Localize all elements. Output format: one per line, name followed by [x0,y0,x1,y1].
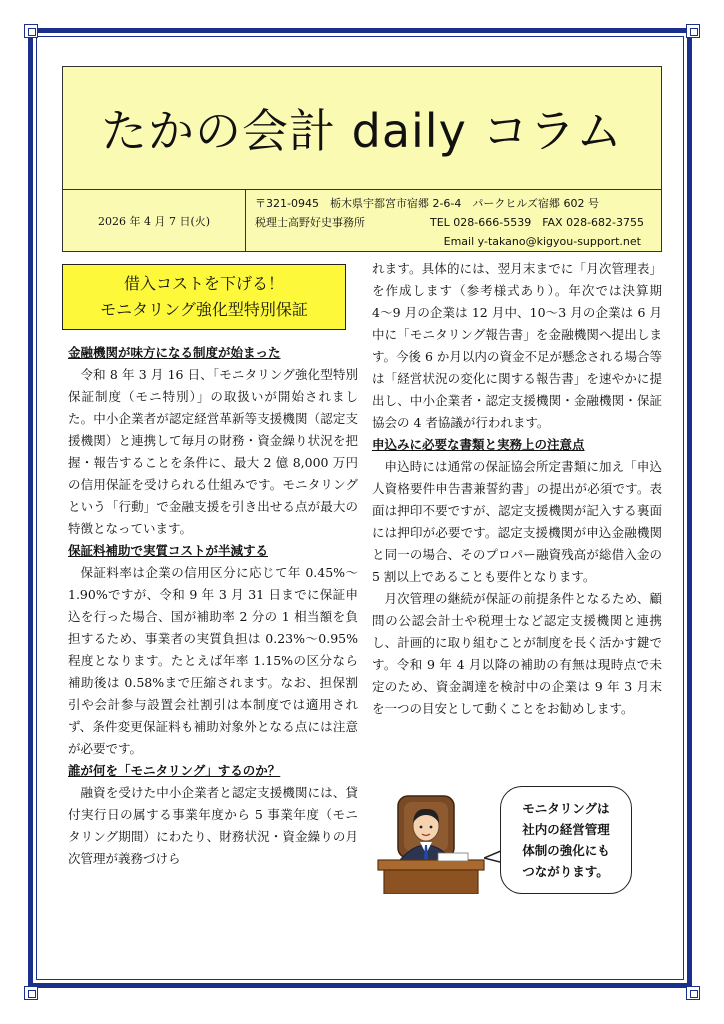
businessman-illustration [376,790,486,894]
header-box [62,66,662,252]
address: 〒321-0945 栃木県宇都宮市宿郷 2-6-4 パークヒルズ宿郷 602 号 [255,197,600,210]
email: Email y-takano@kigyou-support.net [443,235,641,248]
headline-line2: モニタリング強化型特別保証 [100,300,308,319]
bubble-line: モニタリングは [522,801,610,816]
section-heading: 申込みに必要な書類と実務上の注意点 [372,437,585,452]
corner-ornament [24,24,38,38]
section-paragraph: 令和 8 年 3 月 16 日、「モニタリング強化型特別保証制度（モニ特別）」の取扱いが開始されました。中小企業者が認定経営革新等支援機関（認定支援機関）と連携して毎月の財務・資金繰り状況を把握・報告することを条件に、最大 2 億 8,000 万円の信用保証を受けられる仕組みです。モニタリングという「行動」で金融支援を引き出せる点が最大の特徴となっています。 [68,367,358,536]
page-title: たかの会計 daily コラム [63,67,661,190]
corner-ornament [686,24,700,38]
section-paragraph: 月次管理の継続が保証の前提条件となるため、顧問の公認会計士や税理士など認定支援機関と連携し、計画的に取り組むことが制度を長く活かす鍵です。令和 9 年 4 月以降の補助の有無は現時点で未定のため、資金調達を検討中の企業は 9 年 3 月末を一つの目安として動くことをお勧めします。 [372,591,662,716]
section-heading: 誰が何を「モニタリング」するのか？ [68,763,281,778]
section-paragraph: 申込時には通常の保証協会所定書類に加え「申込人資格要件申告書兼誓約書」の提出が必須です。表面は押印不要ですが、認定支援機関が記入する裏面には押印が必要です。認定支援機関が申込金融機関と同一の場合、そのプロパー融資残高が総借入金の 5 割以上であることも要件となります。 [372,459,662,584]
office-row [255,213,655,232]
corner-ornament [24,986,38,1000]
corner-ornament [686,986,700,1000]
issue-date: 2026 年 4 月 7 日(火) [63,189,246,252]
email-row [255,232,655,251]
contact-info [255,194,655,251]
bubble-line: つながります。 [522,864,609,879]
tel-fax: TEL 028-666-5539 FAX 028-682-3755 [430,216,645,229]
headline-box [62,264,346,330]
right-column [372,258,662,720]
bubble-line: 社内の経営管理 [522,822,610,837]
section-paragraph: 融資を受けた中小企業者と認定支援機関には、貸付実行日の属する事業年度から 5 事業年度（モニタリング期間）にわたり、財務状況・資金繰りの月次管理が義務づけら [68,785,358,866]
bubble-line: 体制の強化にも [522,843,610,858]
headline-line1: 借入コストを下げる！ [123,274,284,293]
section-heading: 金融機関が味方になる制度が始まった [68,345,281,360]
office-name: 税理士高野好史事務所 [255,216,365,229]
left-column [68,342,358,870]
section-heading: 保証料補助で実質コストが半減する [68,543,269,558]
section-paragraph-continued: れます。具体的には、翌月末までに「月次管理表」を作成します（参考様式あり）。年次では決算期 4〜9 月の企業は 12 月中、10〜3 月の企業は 6 月中に「モニタリング報告書」を金融機関へ提出します。今後 6 か月以内の資金不足が懸念される場合等は「経営状況の変化に関する報告書」を速やかに提出し、中小企業者・認定支援機関・金融機関・保証協会の 4 者協議が行われます。 [372,261,662,430]
section-paragraph: 保証料率は企業の信用区分に応じて年 0.45%〜1.90%ですが、令和 9 年 3 月 31 日までに保証申込を行った場合、国が補助率 2 分の 1 相当額を負担するため、事業者の実質負担は 0.23%〜0.95%程度となります。たとえば年率 1.15%の区分なら補助後は 0.58%まで圧縮されます。なお、担保割引や会計参与設置会社割引は本制度では適用されず、条件変更保証料も補助対象外となる点には注意が必要です。 [68,565,358,756]
speech-bubble [500,786,632,894]
